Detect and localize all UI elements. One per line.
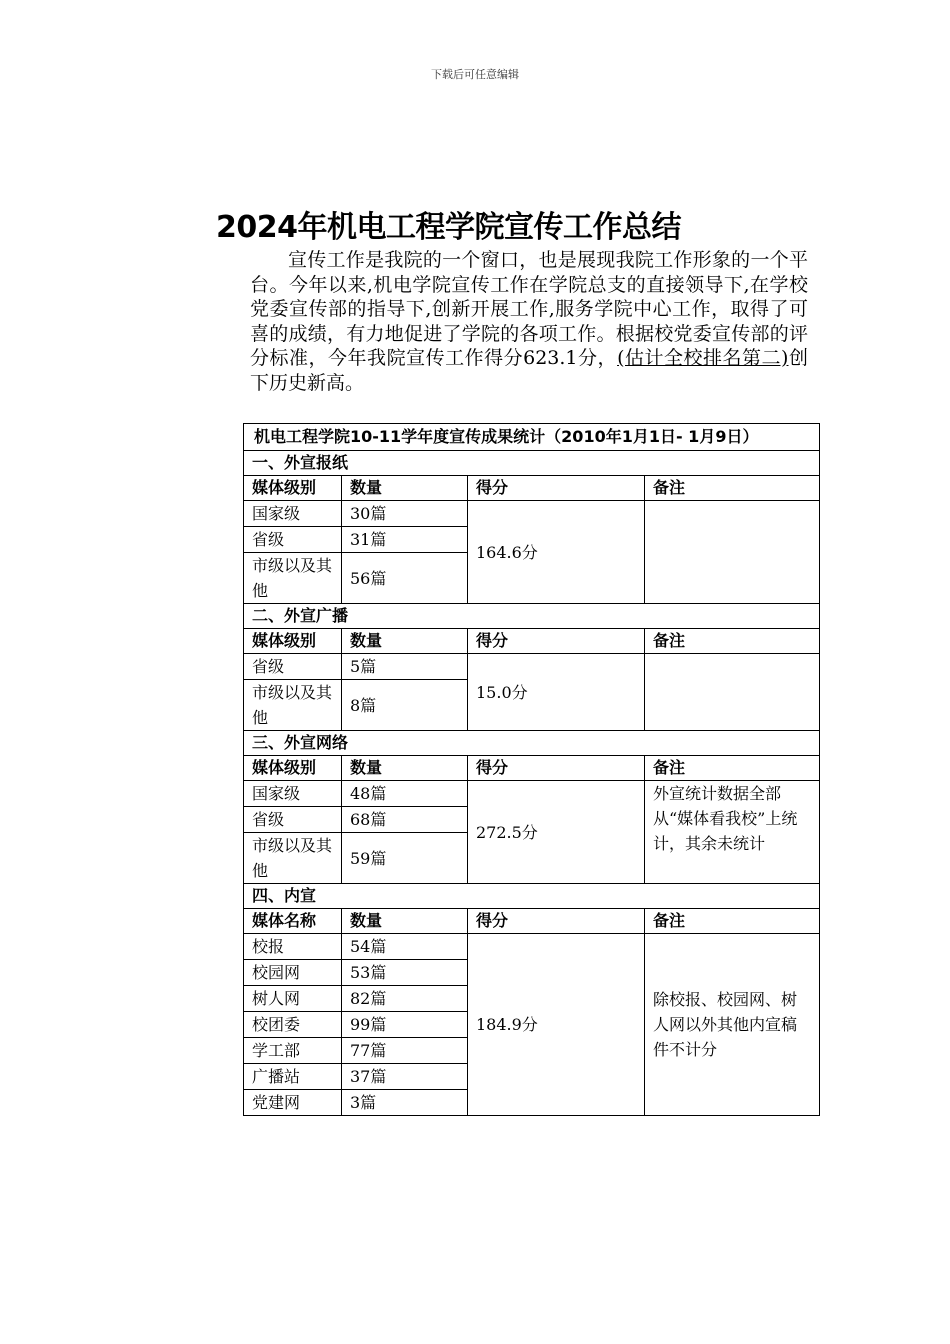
section-title: 四、内宣 [244,884,820,909]
row-label: 省级 [244,807,342,833]
col-header-score: 得分 [468,476,645,501]
row-label: 国家级 [244,781,342,807]
table-header: 机电工程学院10-11学年度宣传成果统计（2010年1月1日- 1月9日） [244,424,820,451]
row-count: 8篇 [342,680,468,731]
row-count: 59篇 [342,833,468,884]
row-count: 99篇 [342,1012,468,1038]
section-score: 272.5分 [468,781,645,884]
intro-text: 宣传工作是我院的一个窗口，也是展现我院工作形象的一个平台。今年以来,机电学院宣传工作在学院总支的直接领导下,在学校党委宣传部的指导下,创新开展工作,服务学院中心工作，取得了可喜的成绩，有力地促进了学院的各项工作。根据校党委宣传部的评分标准，今年我院宣传工作得分623.1分， [250,249,808,369]
col-header-level: 媒体级别 [244,629,342,654]
section-title: 一、外宣报纸 [244,451,820,476]
row-label: 市级以及其他 [244,833,342,884]
row-label: 国家级 [244,501,342,527]
row-count: 5篇 [342,654,468,680]
col-header-score: 得分 [468,909,645,934]
row-count: 37篇 [342,1064,468,1090]
row-count: 82篇 [342,986,468,1012]
row-label: 市级以及其他 [244,553,342,604]
col-header-note: 备注 [645,756,820,781]
row-label: 校园网 [244,960,342,986]
section-note: 外宣统计数据全部从“媒体看我校”上统计，其余未统计 [645,781,820,884]
section-title: 二、外宣广播 [244,604,820,629]
row-label: 省级 [244,654,342,680]
stats-table [243,423,820,1116]
page-header-note: 下载后可任意编辑 [431,68,519,81]
row-label: 党建网 [244,1090,342,1116]
row-count: 3篇 [342,1090,468,1116]
intro-underlined-note: (估计全校排名第二) [617,347,789,369]
section-title: 三、外宣网络 [244,731,820,756]
row-label: 广播站 [244,1064,342,1090]
col-header-count: 数量 [342,476,468,501]
col-header-level: 媒体级别 [244,476,342,501]
row-label: 市级以及其他 [244,680,342,731]
section-note [645,654,820,731]
row-count: 48篇 [342,781,468,807]
row-label: 省级 [244,527,342,553]
row-count: 53篇 [342,960,468,986]
row-label: 树人网 [244,986,342,1012]
col-header-note: 备注 [645,476,820,501]
row-count: 68篇 [342,807,468,833]
col-header-score: 得分 [468,756,645,781]
col-header-count: 数量 [342,756,468,781]
col-header-count: 数量 [342,629,468,654]
section-score: 184.9分 [468,934,645,1116]
row-count: 77篇 [342,1038,468,1064]
col-header-name: 媒体名称 [244,909,342,934]
col-header-note: 备注 [645,909,820,934]
section-note [645,501,820,604]
row-count: 56篇 [342,553,468,604]
section-note: 除校报、校园网、树人网以外其他内宣稿件不计分 [645,934,820,1116]
intro-paragraph [250,248,808,395]
row-count: 54篇 [342,934,468,960]
row-label: 校报 [244,934,342,960]
col-header-count: 数量 [342,909,468,934]
row-count: 31篇 [342,527,468,553]
section-score: 15.0分 [468,654,645,731]
col-header-score: 得分 [468,629,645,654]
intro-text-end: 创下历史新高。 [250,347,808,394]
row-label: 学工部 [244,1038,342,1064]
col-header-note: 备注 [645,629,820,654]
col-header-level: 媒体级别 [244,756,342,781]
document-title: 2024年机电工程学院宣传工作总结 [216,210,681,245]
section-score: 164.6分 [468,501,645,604]
row-count: 30篇 [342,501,468,527]
row-label: 校团委 [244,1012,342,1038]
